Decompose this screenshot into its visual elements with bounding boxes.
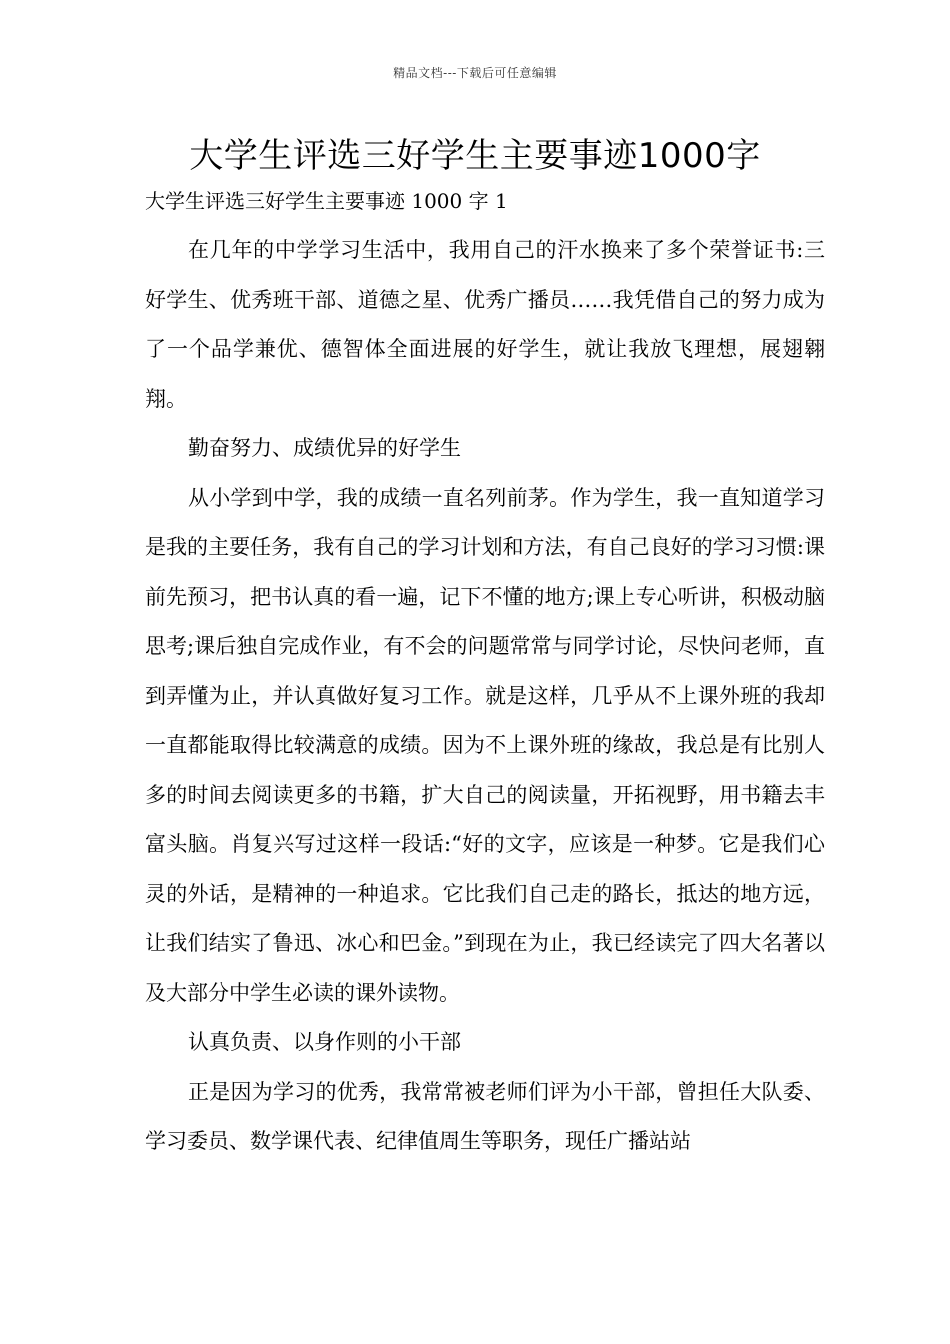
document-title: 大学生评选三好学生主要事迹1000字 [189,136,761,176]
body-paragraph-intro: 在几年的中学学习生活中，我用自己的汗水换来了多个荣誉证书:三好学生、优秀班干部、道德之星、优秀广播员……我凭借自己的努力成为了一个品学兼优、德智体全面进展的好学生，就让我放飞理想，展翅翱翔。 [145,238,825,411]
body-paragraph-study: 从小学到中学，我的成绩一直名列前茅。作为学生，我一直知道学习是我的主要任务，我有自己的学习计划和方法，有自己良好的学习习惯:课前先预习，把书认真的看一遍，记下不懂的地方;课上专心听讲，积极动脑思考;课后独自完成作业，有不会的问题常常与同学讨论，尽快问老师，直到弄懂为止，并认真做好复习工作。就是这样，几乎从不上课外班的我却一直都能取得比较满意的成绩。因为不上课外班的缘故，我总是有比别人多的时间去阅读更多的书籍，扩大自己的阅读量，开拓视野，用书籍去丰富头脑。肖复兴写过这样一段话:“好的文字，应该是一种梦。它是我们心灵的外话，是精神的一种追求。它比我们自己走的路长，抵达的地方远，让我们结实了鲁迅、冰心和巴金。”到现在为止，我已经读完了四大名著以及大部分中学生必读的课外读物。 [145,485,825,1005]
header-note: 精品文档---下载后可任意编辑 [393,66,557,80]
document-body [145,226,825,1167]
section-heading-cadre: 认真负责、以身作则的小干部 [188,1030,461,1054]
document-subtitle: 大学生评选三好学生主要事迹 1000 字 1 [145,189,508,213]
body-paragraph-cadre: 正是因为学习的优秀，我常常被老师们评为小干部，曾担任大队委、学习委员、数学课代表、纪律值周生等职务，现任广播站站 [145,1079,825,1153]
section-heading-study: 勤奋努力、成绩优异的好学生 [188,436,461,460]
